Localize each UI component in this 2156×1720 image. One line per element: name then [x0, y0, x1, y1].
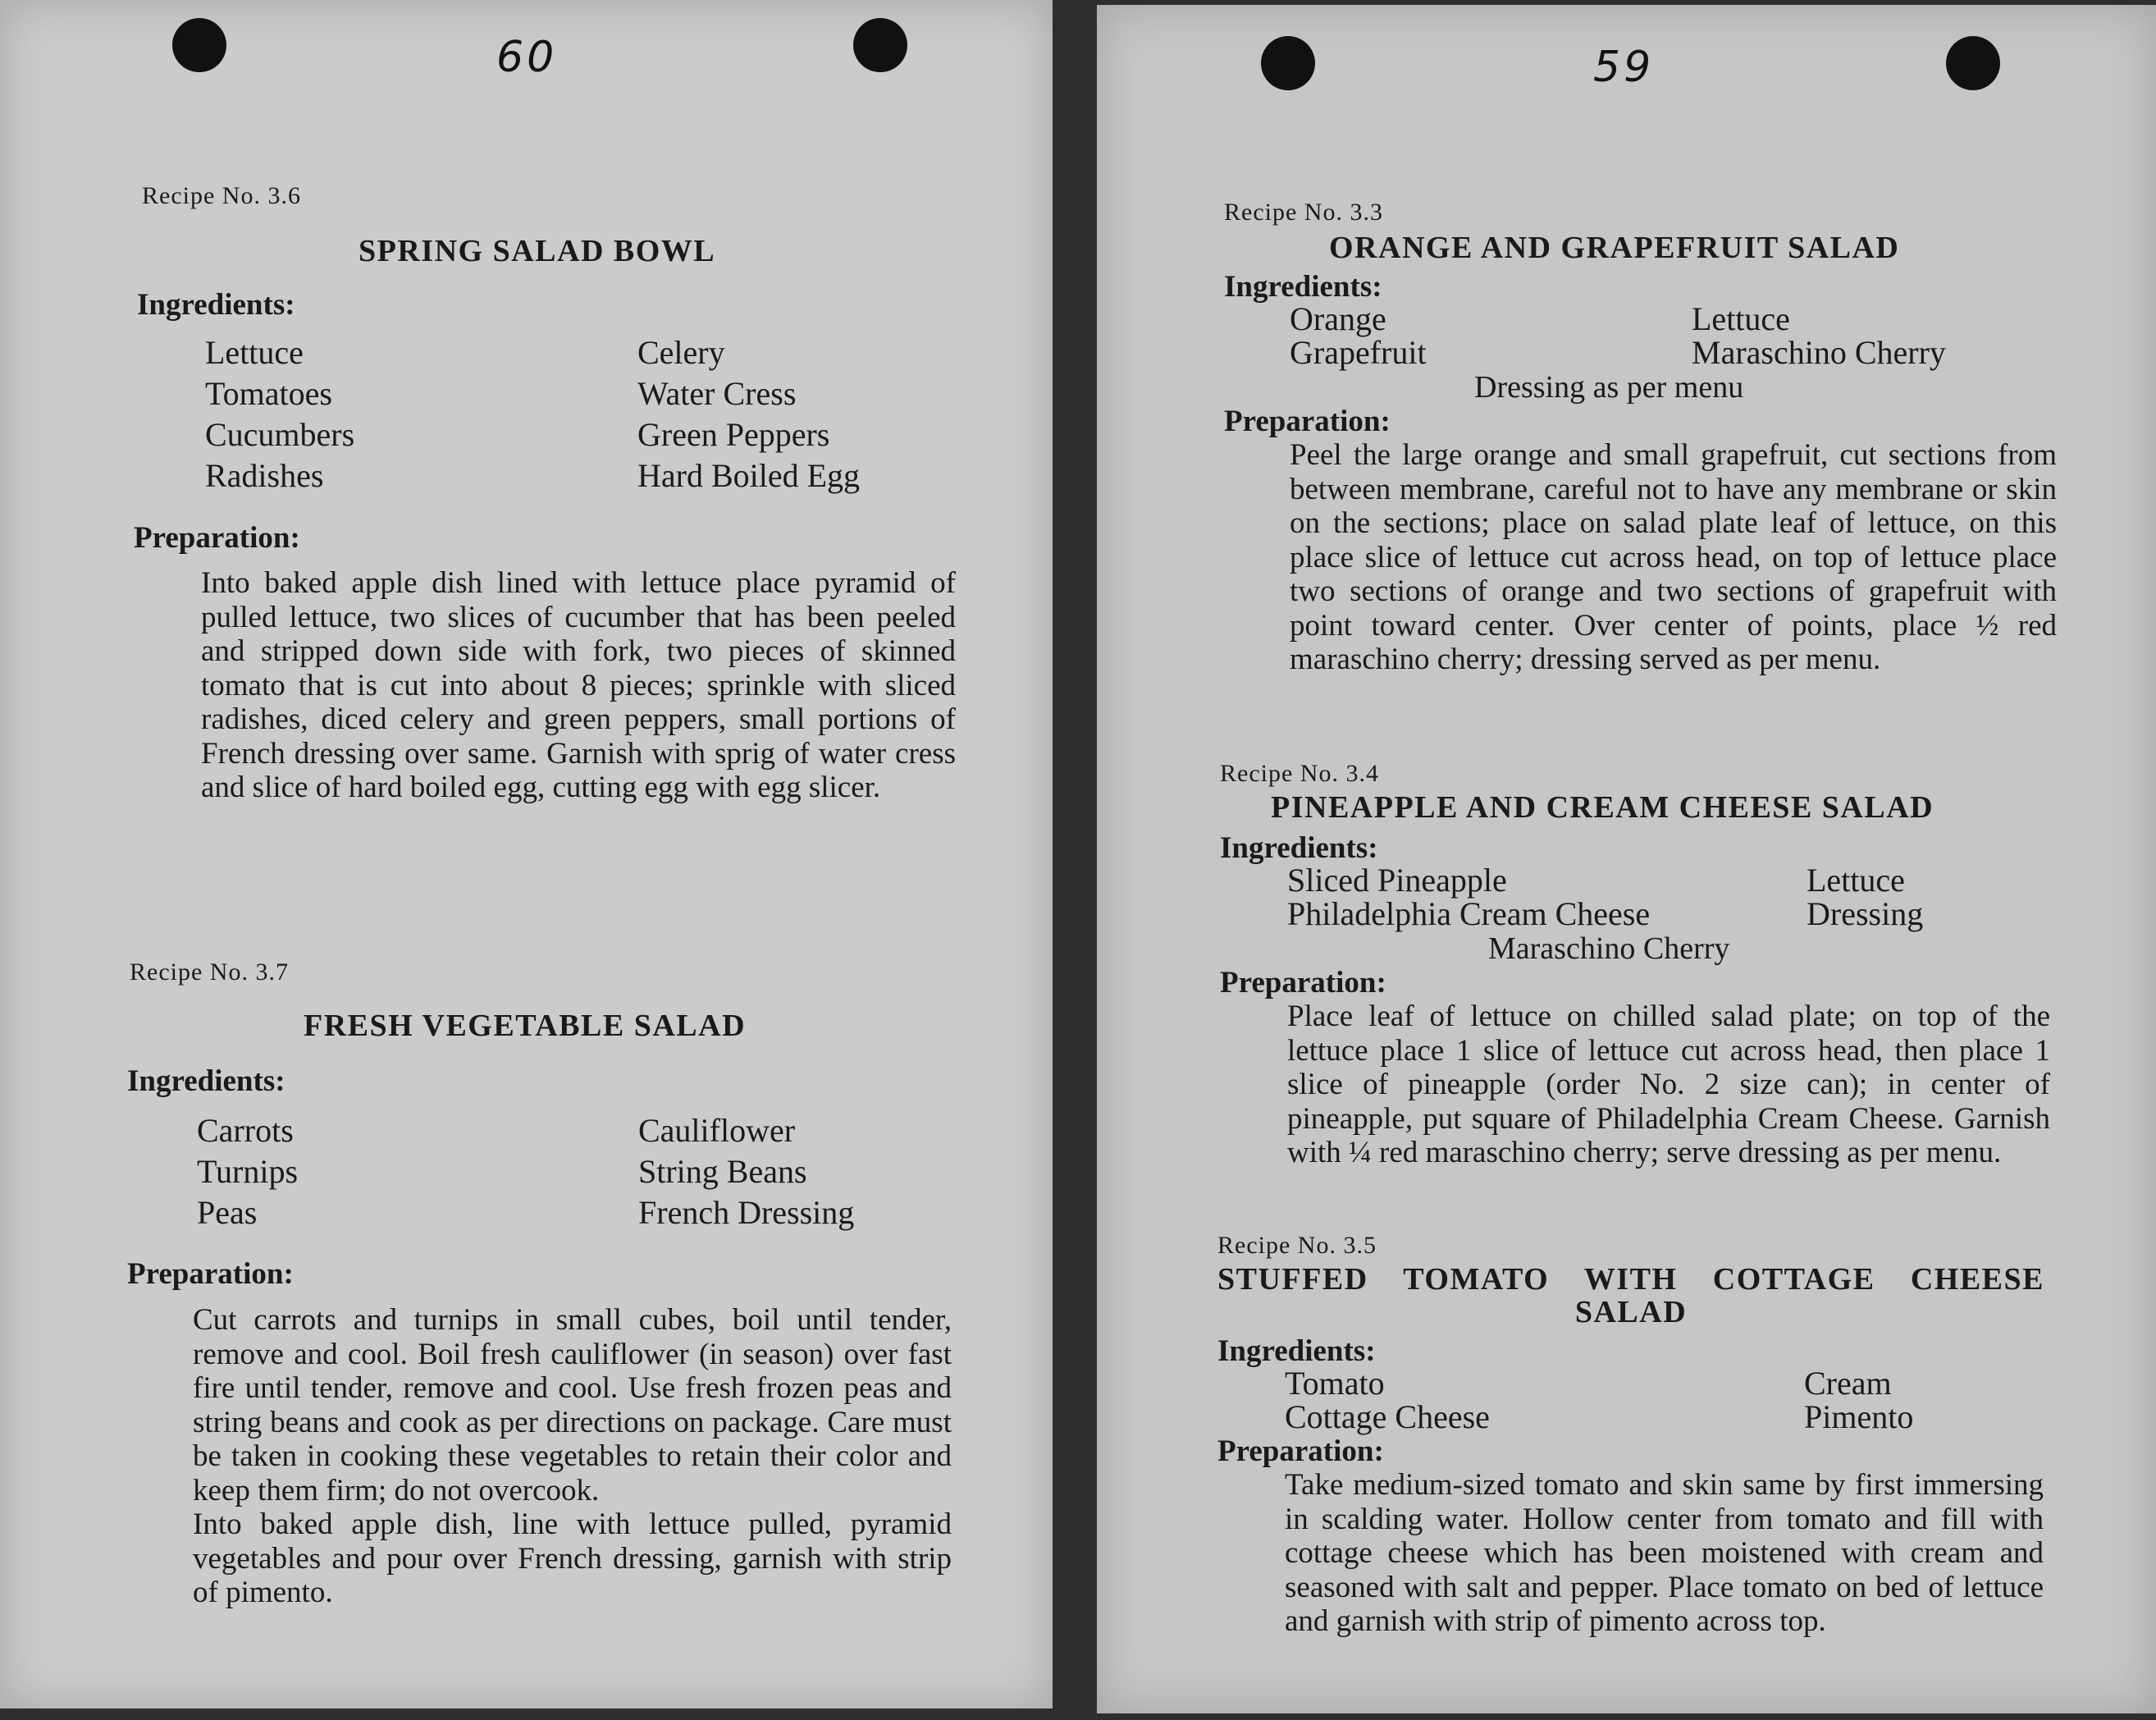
ingredients-heading: Ingredients:: [127, 1064, 285, 1098]
ingredients-column: [1807, 863, 1923, 931]
ingredient: Orange: [1290, 300, 1386, 337]
ingredient: Cucumbers: [205, 416, 355, 453]
preparation-heading: Preparation:: [1224, 405, 1391, 438]
ingredient: Cottage Cheese: [1285, 1398, 1490, 1435]
ingredient: Celery: [637, 334, 725, 371]
ingredient: Sliced Pineapple: [1287, 862, 1507, 899]
ingredients-column: [205, 332, 354, 496]
recipe-number: Recipe No. 3.6: [142, 182, 301, 209]
ingredient: Lettuce: [1807, 862, 1905, 899]
ingredient: Pimento: [1804, 1398, 1914, 1435]
preparation-text: [201, 566, 956, 805]
ingredient: Tomato: [1285, 1365, 1385, 1402]
ingredients-column: [197, 1110, 298, 1233]
ingredient: Turnips: [197, 1153, 299, 1190]
ingredient: Hard Boiled Egg: [637, 457, 861, 494]
ingredient: String Beans: [638, 1153, 807, 1190]
ingredient: Cream: [1804, 1365, 1892, 1402]
ingredients-list: [1287, 862, 2026, 932]
ingredient: Lettuce: [1692, 300, 1790, 337]
recipe-title: SPRING SALAD BOWL: [359, 234, 716, 268]
ingredients-list: [197, 1110, 935, 1242]
recipe-title: PINEAPPLE AND CREAM CHEESE SALAD: [1271, 790, 1934, 825]
recipe-title-continued: SALAD: [1574, 1295, 1688, 1329]
ingredient-centered: Maraschino Cherry: [1488, 931, 1730, 966]
preparation-paragraph: Into baked apple dish lined with lettuce place pyramid of pulled lettuce, two slices of cucumber that has been peeled and stripped down side with fork, two pieces of skinned tomato that is cut into about 8 pieces; sprinkle with sliced radishes, diced celery and green peppers, small portions of French dressing over same. Garnish with sprig of water cress and slice of hard boiled egg, cutting egg with egg slicer.: [201, 566, 956, 804]
ingredients-column: [1290, 302, 1427, 369]
preparation-heading: Preparation:: [1220, 966, 1386, 1000]
punch-hole: [172, 18, 226, 72]
recipe-number: Recipe No. 3.7: [130, 958, 289, 986]
punch-hole: [1261, 36, 1315, 90]
preparation-heading: Preparation:: [1217, 1434, 1384, 1468]
recipe-card-right: [1097, 5, 2156, 1713]
ingredient: Cauliflower: [638, 1112, 796, 1149]
ingredients-column: [638, 1110, 854, 1233]
preparation-heading: Preparation:: [134, 521, 300, 555]
ingredients-column: [1287, 863, 1650, 931]
ingredient: Lettuce: [205, 334, 304, 371]
ingredient: Philadelphia Cream Cheese: [1287, 895, 1651, 932]
preparation-paragraph: Into baked apple dish, line with lettuce pulled, pyramid vegetables and pour over French dressing, garnish with strip of pimento.: [193, 1507, 952, 1609]
ingredient: Maraschino Cherry: [1692, 334, 1946, 371]
preparation-paragraph: Cut carrots and turnips in small cubes, boil until tender, remove and cool. Boil fresh cauliflower (in season) over fast fire until tender, remove and cool. Use fresh frozen peas and string beans and cook as per directions on package. Care must be taken in cooking these vegetables to retain their color and keep them firm; do not overcook.: [193, 1303, 952, 1507]
preparation-heading: Preparation:: [127, 1257, 294, 1291]
ingredients-list: [205, 332, 943, 505]
ingredients-list: [1285, 1365, 2023, 1435]
ingredient: Dressing: [1807, 895, 1924, 932]
recipe-title: ORANGE AND GRAPEFRUIT SALAD: [1329, 231, 1900, 265]
preparation-text: [1290, 438, 2057, 677]
ingredient: French Dressing: [638, 1194, 855, 1231]
ingredients-column: [1692, 302, 1946, 369]
ingredient: Green Peppers: [637, 416, 830, 453]
recipe-title: STUFFED TOMATO WITH COTTAGE CHEESE: [1217, 1262, 2044, 1297]
ingredients-column: [637, 332, 860, 496]
ingredients-heading: Ingredients:: [1217, 1334, 1376, 1368]
ingredients-heading: Ingredients:: [1220, 831, 1378, 865]
preparation-paragraph: Take medium-sized tomato and skin same by first immersing in scalding water. Hollow center from tomato and fill with cottage cheese which has been moistened with cream and seasoned with salt and pepper. Place tomato on bed of lettuce and garnish with strip of pimento across top.: [1285, 1468, 2044, 1638]
punch-hole: [853, 18, 907, 72]
ingredient: Grapefruit: [1290, 334, 1427, 371]
ingredient: Peas: [197, 1194, 258, 1231]
recipe-number: Recipe No. 3.5: [1217, 1232, 1377, 1259]
recipe-title: FRESH VEGETABLE SALAD: [304, 1009, 747, 1043]
punch-hole: [1946, 36, 2000, 90]
ingredients-heading: Ingredients:: [137, 288, 295, 322]
recipe-number: Recipe No. 3.4: [1220, 760, 1379, 787]
preparation-text: [193, 1303, 952, 1610]
ingredient: Water Cress: [637, 375, 797, 412]
page-number: 59: [1593, 43, 1655, 92]
preparation-paragraph: Place leaf of lettuce on chilled salad plate; on top of the lettuce place 1 slice of lettuce cut across head, then place 1 slice of pineapple (order No. 2 size can); in center of pineapple, put square of Philadelphia Cream Cheese. Garnish with ¼ red maraschino cherry; serve dressing as per menu.: [1287, 1000, 2050, 1169]
preparation-text: [1285, 1468, 2044, 1639]
preparation-paragraph: Peel the large orange and small grapefruit, cut sections from between membrane, careful not to have any membrane or skin on the sections; place on salad plate leaf of lettuce, on this place slice of lettuce cut across head, on top of lettuce place two sections of orange and two sections of grapefruit with point toward center. Over center of points, place ½ red maraschino cherry; dressing served as per menu.: [1290, 438, 2057, 676]
preparation-text: [1287, 1000, 2050, 1170]
ingredient: Radishes: [205, 457, 324, 494]
recipe-card-left: [0, 0, 1053, 1709]
ingredient: Carrots: [197, 1112, 294, 1149]
page-number: 60: [496, 33, 558, 82]
ingredients-list: [1290, 300, 2028, 371]
ingredient: Tomatoes: [205, 375, 332, 412]
ingredient-centered: Dressing as per menu: [1474, 370, 1744, 405]
ingredients-column: [1804, 1366, 1913, 1434]
ingredients-column: [1285, 1366, 1490, 1434]
ingredients-heading: Ingredients:: [1224, 270, 1382, 304]
recipe-number: Recipe No. 3.3: [1224, 199, 1383, 226]
